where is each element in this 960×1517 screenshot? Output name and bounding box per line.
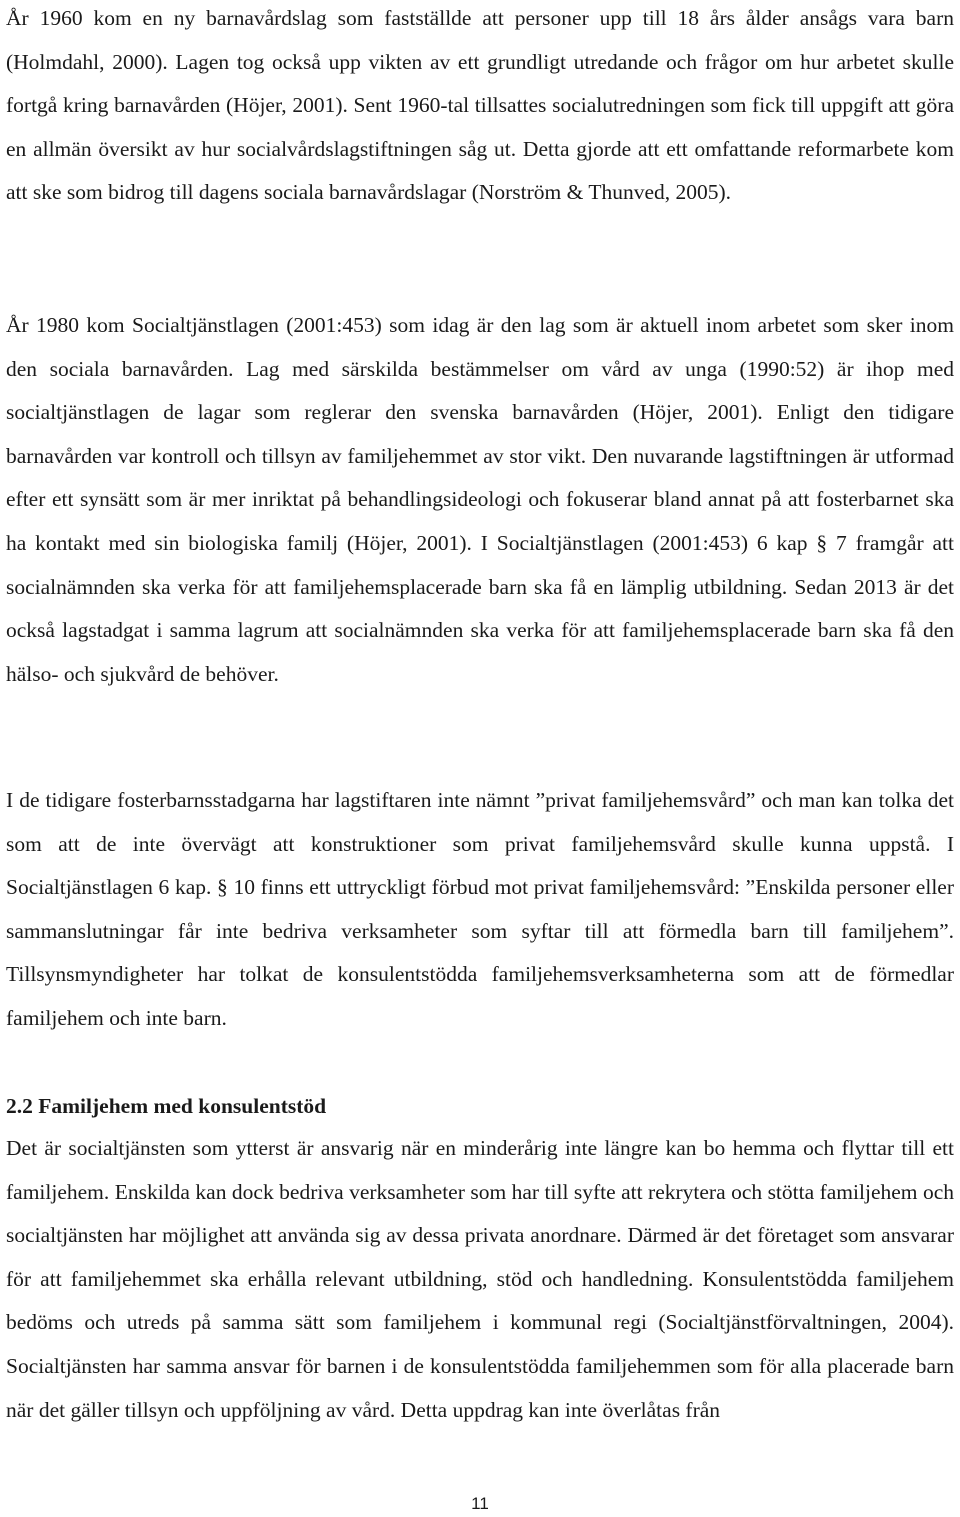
paragraph-familjehem-konsulentstod: Det är socialtjänsten som ytterst är ansvarig när en minderårig inte längre kan bo hemma och flyttar till ett familjehem. Enskilda kan dock bedriva verksamheter som har till syfte att rekrytera och stötta familjehem och socialtjänsten har möjlighet att använda sig av dessa privata anordnare. Därmed är det företaget som ansvarar för att familjehemmet ska erhålla relevant utbildning, stöd och handledning. Konsulentstödda familjehem bedöms och utreds på samma sätt som familjehem i kommunal regi (Socialtjänstförvaltningen, 2004). Socialtjänsten har samma ansvar för barnen i de konsulentstödda familjehemmen som för alla placerade barn när det gäller tillsyn och uppföljning av vård. Detta uppdrag kan inte överlåtas från [6, 1136, 954, 1422]
paragraph-barnavardslag-1960: År 1960 kom en ny barnavårdslag som fastställde att personer upp till 18 års ålder ansågs vara barn (Holmdahl, 2000). Lagen tog också upp vikten av ett grundligt utredande och frågor om hur arbetet skulle fortgå kring barnavården (Höjer, 2001). Sent 1960-tal tillsattes socialutredningen som fick till uppgift att göra en allmän översikt av hur socialvårdslagstiftningen såg ut. Detta gjorde att ett omfattande reformarbete kom att ske som bidrog till dagens sociala barnavårdslagar (Norström & Thunved, 2005). [6, 6, 954, 205]
section-heading: 2.2 Familjehem med konsulentstöd [6, 1094, 327, 1118]
page-number: 11 [471, 1494, 489, 1513]
paragraph-socialtjanstlagen: År 1980 kom Socialtjänstlagen (2001:453) som idag är den lag som är aktuell inom arbetet som sker inom den sociala barnavården. Lag med särskilda bestämmelser om vård av unga (1990:52) är ihop med socialtjänstlagen de lagar som reglerar den svenska barnavården (Höjer, 2001). Enligt den tidigare barnavården var kontroll och tillsyn av familjehemmet av stor vikt. Den nuvarande lagstiftningen är utformad efter ett synsätt som är mer inriktat på behandlingsideologi och fokuserar bland annat på att fosterbarnet ska ha kontakt med sin biologiska familj (Höjer, 2001). I Socialtjänstlagen (2001:453) 6 kap § 7 framgår att socialnämnden ska verka för att familjehemsplacerade barn ska få en lämplig utbildning. Sedan 2013 är det också lagstadgat i samma lagrum att socialnämnden ska verka för att familjehemsplacerade barn ska få den hälso- och sjukvård de behöver. [6, 313, 954, 686]
paragraph-privat-familjehemsvard: I de tidigare fosterbarnsstadgarna har lagstiftaren inte nämnt ”privat familjehemsvård” och man kan tolka det som att de inte övervägt att konstruktioner som privat familjehemsvård skulle kunna uppstå. I Socialtjänstlagen 6 kap. § 10 finns ett uttryckligt förbud mot privat familjehemsvård: ”Enskilda personer eller sammanslutningar får inte bedriva verksamheter som syftar till att förmedla barn till familjehem”. Tillsynsmyndigheter har tolkat de konsulentstödda familjehemsverksamheterna som att de förmedlar familjehem och inte barn. [6, 788, 954, 1030]
